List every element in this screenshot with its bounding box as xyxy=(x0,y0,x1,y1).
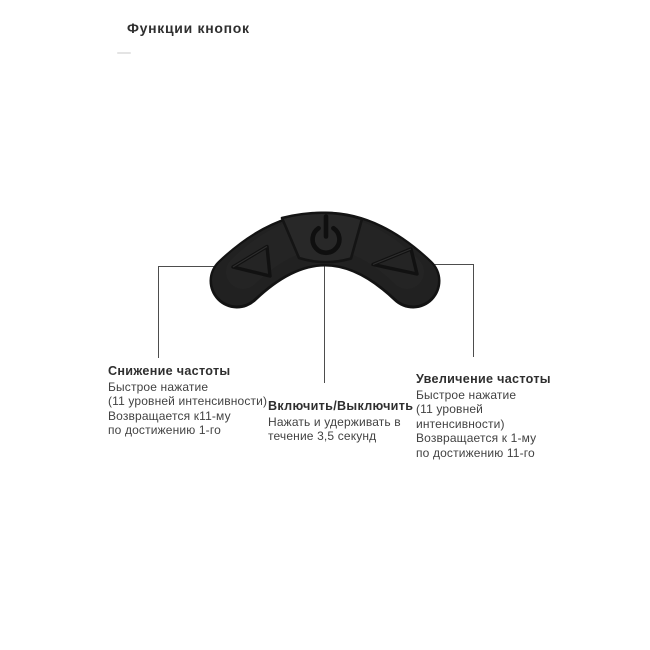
callout-text-line: по достижению 1-го xyxy=(108,423,221,438)
print-smudge xyxy=(117,52,131,54)
callout-line-increase-vertical xyxy=(473,264,474,357)
callout-text-line: течение 3,5 секунд xyxy=(268,429,377,444)
callout-text-line: Возвращается к 1-му xyxy=(416,431,537,446)
callout-increase xyxy=(416,372,551,461)
callout-increase-heading: Увеличение частоты xyxy=(416,372,551,386)
callout-text-line: Быстрое нажатие xyxy=(108,379,209,394)
callout-decrease xyxy=(108,364,267,438)
callout-text-line: (11 уровней интенсивности) xyxy=(108,394,268,409)
callout-text-line: (11 уровней xyxy=(416,402,484,417)
callout-power xyxy=(268,399,413,444)
callout-text-line: Возвращается к11-му xyxy=(108,408,231,423)
callout-text-line: Быстрое нажатие xyxy=(416,387,517,402)
callout-text-line: по достижению 11-го xyxy=(416,445,535,460)
callout-decrease-heading: Снижение частоты xyxy=(108,364,231,378)
page-title: Функции кнопок xyxy=(127,20,250,36)
callout-line-decrease-vertical xyxy=(158,266,159,358)
callout-power-heading: Включить/Выключить xyxy=(268,399,414,413)
callout-text-line: интенсивности) xyxy=(416,416,505,431)
device-illustration xyxy=(185,190,465,320)
callout-text-line: Нажать и удерживать в xyxy=(268,414,401,429)
